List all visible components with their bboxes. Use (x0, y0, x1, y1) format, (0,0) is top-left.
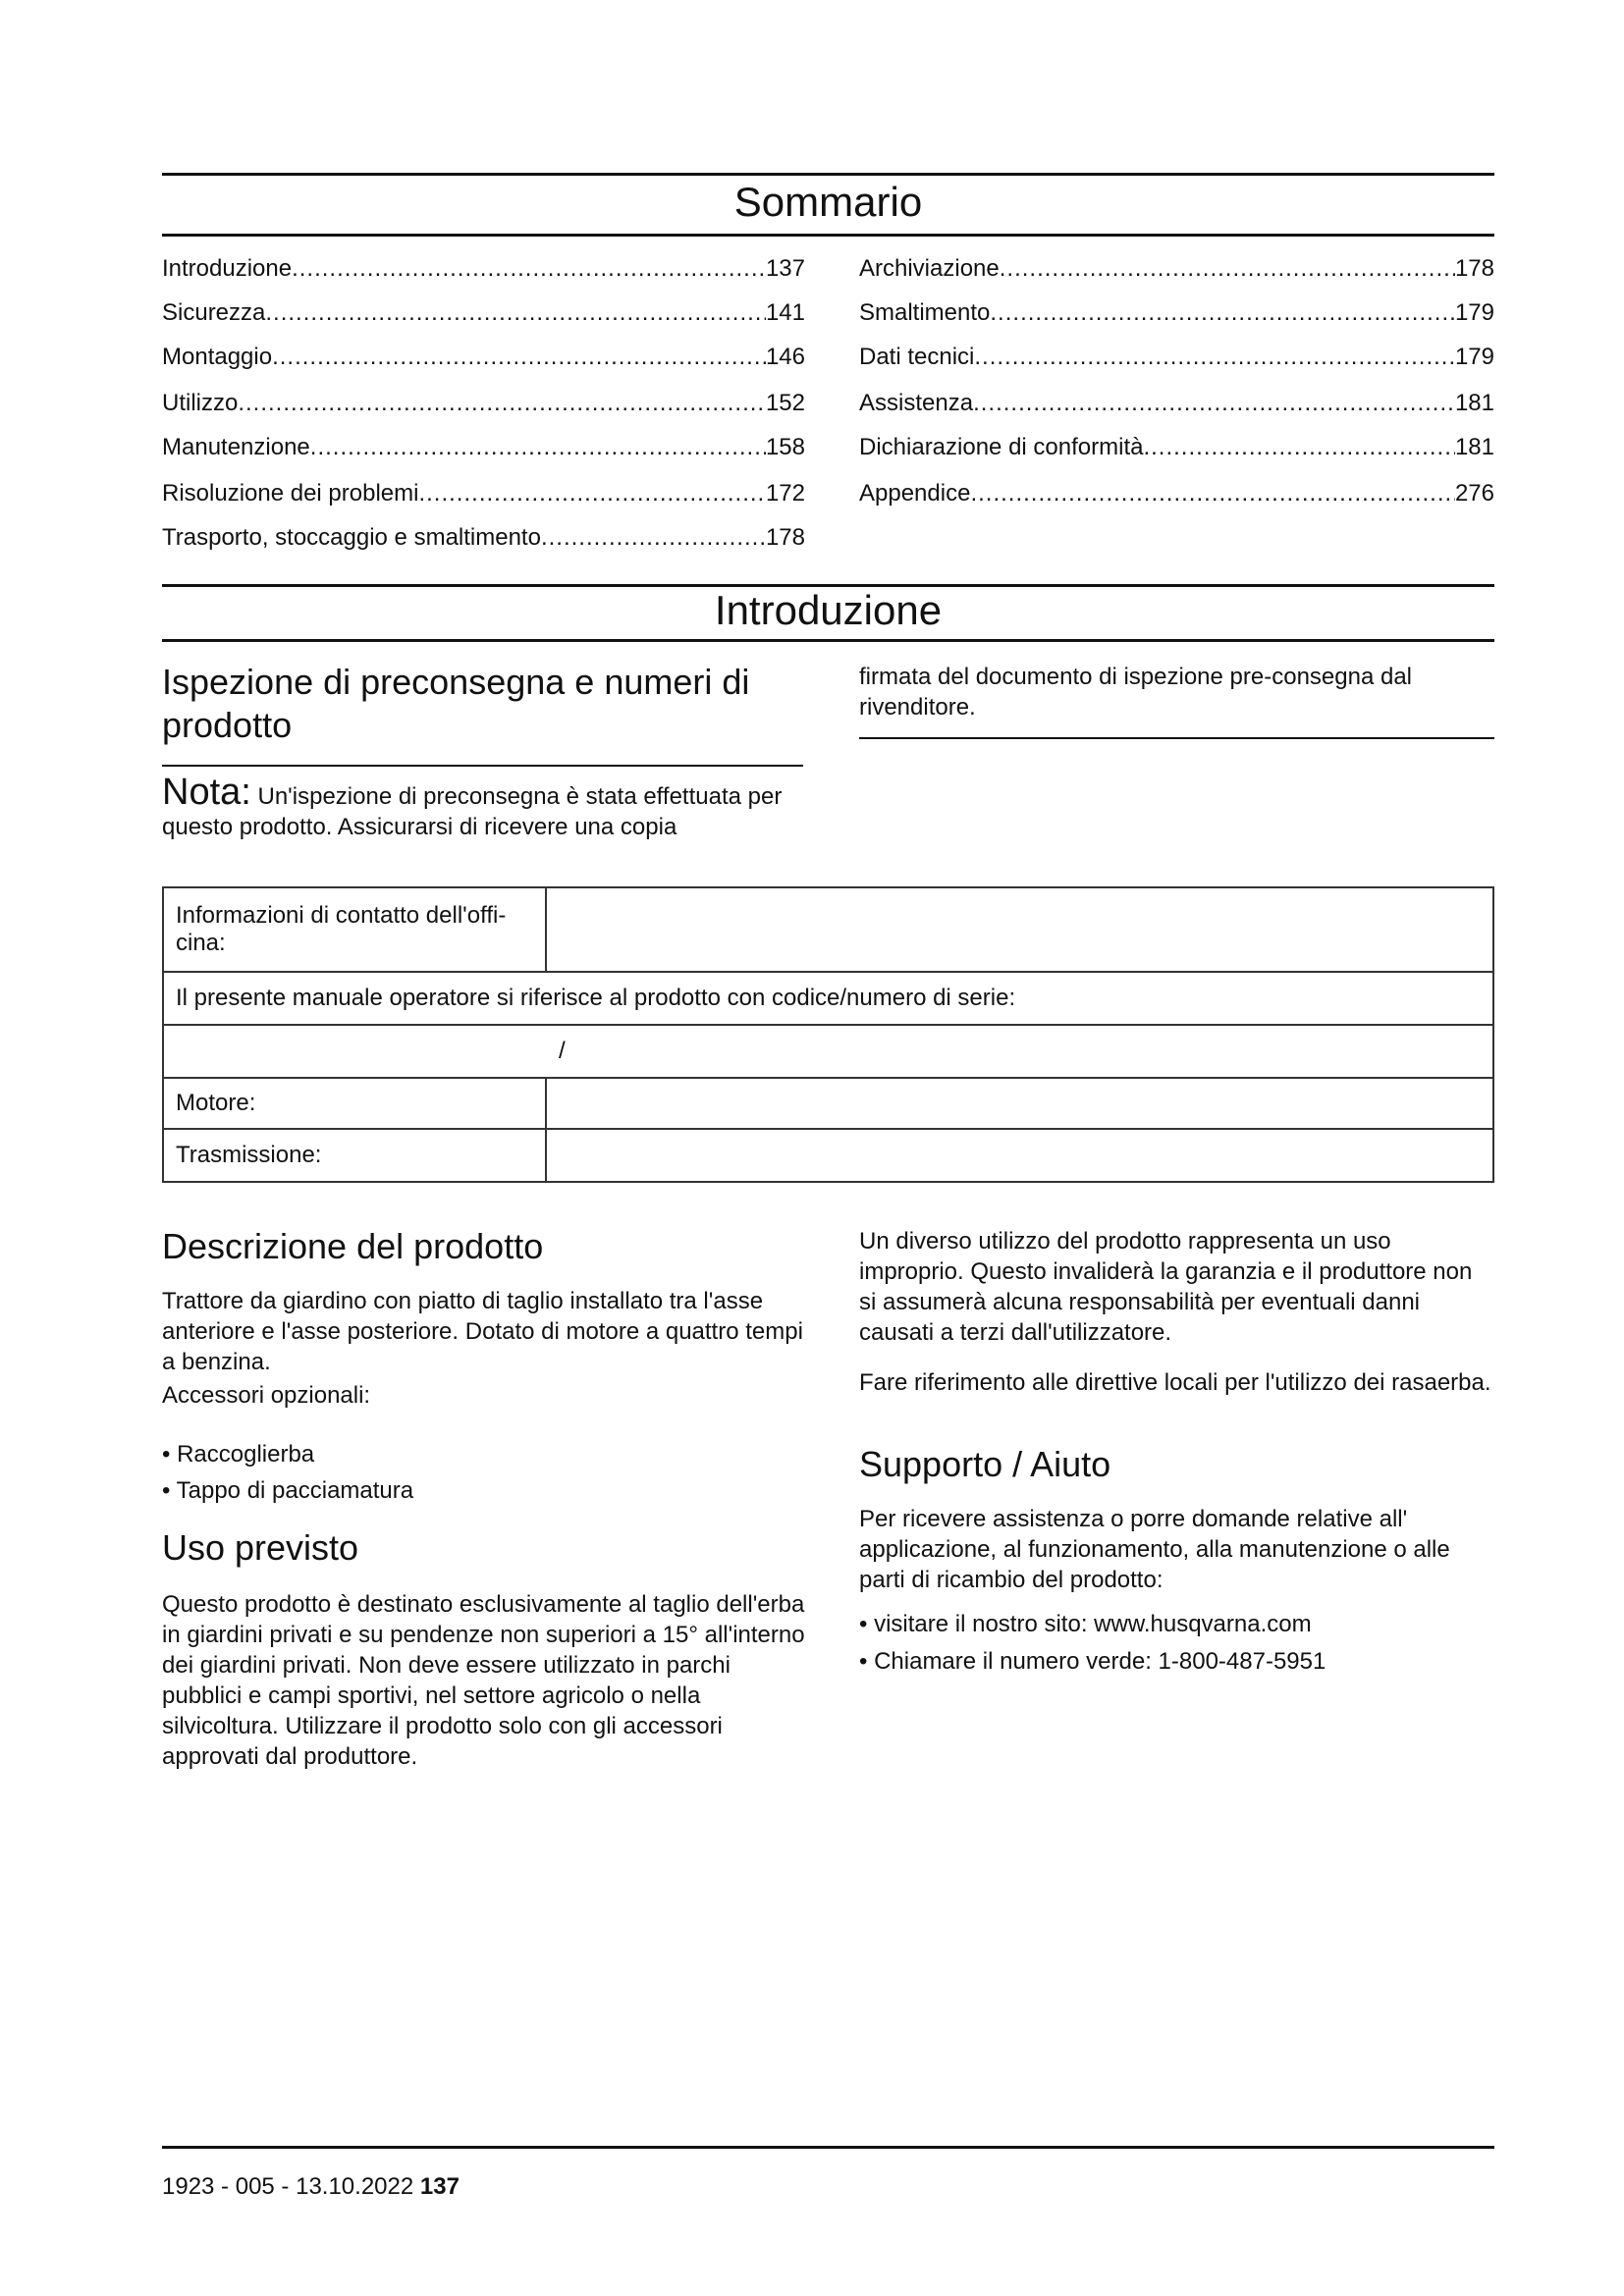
note-label: Nota: (162, 772, 251, 813)
inspection-heading: Ispezione di preconsegna e numeri di prodotto (162, 662, 750, 745)
toc-entry[interactable]: Risoluzione dei problemi ..... 172 (162, 479, 805, 508)
toc-entry[interactable]: Trasporto, stoccaggio e smaltimento ..... 178 (162, 523, 805, 553)
toc-entry[interactable]: Assistenza ..... 181 (859, 389, 1494, 418)
engine-field[interactable] (546, 1078, 1493, 1129)
table-row (163, 972, 1493, 1025)
inspection-heading-rule (162, 765, 803, 767)
list-item: • visitare il nostro sito: www.husqvarna.com (859, 1611, 1312, 1637)
table-row (163, 1129, 1493, 1182)
footer (162, 2172, 460, 2202)
toc-entry[interactable]: Manutenzione ..... 158 (162, 433, 805, 462)
note-end-rule (859, 737, 1494, 739)
transmission-label: Trasmissione: (163, 1129, 546, 1182)
note-continued: firmata del documento di ispezione pre-consegna dal rivenditore. (859, 664, 1413, 721)
toc-entry[interactable]: Dati tecnici ..... 179 (859, 343, 1494, 372)
toc-entry[interactable]: Smaltimento ..... 179 (859, 298, 1494, 328)
toc-entry[interactable]: Appendice ..... 276 (859, 479, 1494, 508)
toc-entry[interactable]: Sicurezza ..... 141 (162, 298, 805, 328)
page-number: 137 (419, 2173, 460, 2200)
toc-entry[interactable]: Utilizzo ..... 152 (162, 389, 805, 418)
transmission-field[interactable] (546, 1129, 1493, 1182)
product-info-table (162, 886, 1494, 1183)
table-row (163, 1025, 1493, 1078)
list-item: • Raccoglierba (162, 1441, 315, 1468)
description-text: Trattore da giardino con piatto di taglio installato tra l'asse anteriore e l'asse posteriore. Dotato di motore a quattro tempi a benzina. (162, 1288, 803, 1375)
accessories-label: Accessori opzionali: (162, 1382, 371, 1409)
support-heading: Supporto / Aiuto (859, 1444, 1111, 1484)
description-heading: Descrizione del prodotto (162, 1226, 544, 1266)
intro-title: Introduzione (714, 587, 943, 633)
toc-title-rule (162, 234, 1494, 237)
footer-doc-ref: 1923 - 005 - 13.10.2022 (162, 2173, 414, 2200)
toc-entry[interactable]: Archiviazione ..... 178 (859, 254, 1494, 284)
table-row (163, 887, 1493, 972)
toc-entry[interactable]: Montaggio ..... 146 (162, 343, 805, 372)
top-rule (162, 173, 1494, 176)
list-item: • Tappo di pacciamatura (162, 1477, 414, 1504)
serial-separator: / (559, 1038, 566, 1064)
note-text: Un'ispezione di preconsegna è stata effettuata per questo prodotto. Assicurarsi di ricevere una copia (162, 783, 783, 840)
intended-use-text: Questo prodotto è destinato esclusivamente al taglio dell'erba in giardini privati e su pendenze non superiori a 15° all'interno dei giardini privati. Non deve essere utilizzato in parchi pubblici e campi sportivi, nel settore agricolo o nella silvicoltura. Utilizzare il prodotto solo con gli accessori approvati dal produttore. (162, 1591, 805, 1770)
footer-rule (162, 2146, 1494, 2149)
improper-use-text: Un diverso utilizzo del prodotto rappresenta un uso improprio. Questo invaliderà la garanzia e il produttore non si assumerà alcuna responsabilità per eventuali danni causati a terzi dall'utilizzatore. (859, 1228, 1473, 1346)
engine-label: Motore: (163, 1078, 546, 1129)
local-rules-text: Fare riferimento alle direttive locali per l'utilizzo dei rasaerba. (859, 1369, 1491, 1396)
intended-use-heading: Uso previsto (162, 1527, 359, 1568)
support-text: Per ricevere assistenza o porre domande relative all' applicazione, al funzionamento, alla manutenzione o alle parti di ricambio del prodotto: (859, 1506, 1450, 1593)
intro-title-rule (162, 639, 1494, 642)
toc-entry[interactable]: Dichiarazione di conformità ..... 181 (859, 433, 1494, 462)
serial-number-field[interactable] (163, 1025, 1493, 1078)
toc-entry[interactable]: Introduzione ..... 137 (162, 254, 805, 284)
manual-reference: Il presente manuale operatore si riferisce al prodotto con codice/numero di serie: (163, 972, 1493, 1025)
note (162, 774, 805, 842)
table-row (163, 1078, 1493, 1129)
contact-field[interactable] (546, 887, 1493, 972)
contact-label: Informazioni di contatto dell'offi-cina: (163, 887, 546, 972)
toc-title: Sommario (733, 179, 923, 225)
list-item: • Chiamare il numero verde: 1-800-487-5951 (859, 1648, 1326, 1675)
